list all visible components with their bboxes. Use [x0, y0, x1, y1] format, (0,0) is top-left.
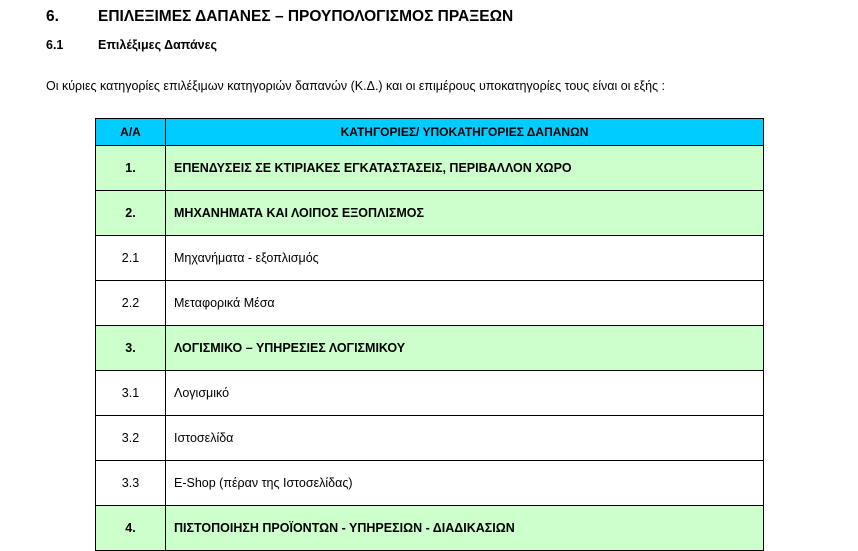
- header-aa: Α/Α: [96, 119, 166, 146]
- intro-paragraph: Οι κύριες κατηγορίες επιλέξιμων κατηγοριών δαπανών (Κ.Δ.) και οι επιμέρους υποκατηγορίες τους είναι οι εξής :: [46, 79, 665, 93]
- section-heading: [46, 8, 513, 26]
- row-number: 2.: [96, 191, 166, 236]
- section-title: ΕΠΙΛΕΞΙΜΕΣ ΔΑΠΑΝΕΣ – ΠΡΟΥΠΟΛΟΓΙΣΜΟΣ ΠΡΑΞΕΩΝ: [98, 8, 514, 25]
- category-row: [96, 146, 764, 191]
- row-number: 3.2: [96, 416, 166, 461]
- row-label: E-Shop (πέραν της Ιστοσελίδας): [166, 461, 764, 506]
- subsection-heading: [46, 38, 217, 52]
- row-number: 1.: [96, 146, 166, 191]
- subsection-title: Επιλέξιμες Δαπάνες: [98, 38, 218, 52]
- row-label: Μηχανήματα - εξοπλισμός: [166, 236, 764, 281]
- table-body: [96, 146, 764, 551]
- row-label: ΕΠΕΝΔΥΣΕΙΣ ΣΕ ΚΤΙΡΙΑΚΕΣ ΕΓΚΑΤΑΣΤΑΣΕΙΣ, ΠΕΡΙΒΑΛΛΟΝ ΧΩΡΟ: [166, 146, 764, 191]
- row-number: 2.1: [96, 236, 166, 281]
- subcategory-row: [96, 416, 764, 461]
- table-header-row: [96, 119, 764, 146]
- row-label: ΠΙΣΤΟΠΟΙΗΣΗ ΠΡΟΪΟΝΤΩΝ - ΥΠΗΡΕΣΙΩΝ - ΔΙΑΔΙΚΑΣΙΩΝ: [166, 506, 764, 551]
- row-label: Ιστοσελίδα: [166, 416, 764, 461]
- row-label: Λογισμικό: [166, 371, 764, 416]
- header-category: ΚΑΤΗΓΟΡΙΕΣ/ ΥΠΟΚΑΤΗΓΟΡΙΕΣ ΔΑΠΑΝΩΝ: [166, 119, 764, 146]
- row-label: Μεταφορικά Μέσα: [166, 281, 764, 326]
- subsection-number: 6.1: [46, 38, 64, 52]
- subcategory-row: [96, 461, 764, 506]
- row-number: 2.2: [96, 281, 166, 326]
- row-label: ΜΗΧΑΝΗΜΑΤΑ ΚΑΙ ΛΟΙΠΟΣ ΕΞΟΠΛΙΣΜΟΣ: [166, 191, 764, 236]
- section-number: 6.: [46, 8, 59, 25]
- row-number: 4.: [96, 506, 166, 551]
- subcategory-row: [96, 281, 764, 326]
- subcategory-row: [96, 371, 764, 416]
- category-row: [96, 191, 764, 236]
- expense-categories-table: [95, 118, 764, 551]
- category-row: [96, 326, 764, 371]
- category-row: [96, 506, 764, 551]
- subcategory-row: [96, 236, 764, 281]
- row-label: ΛΟΓΙΣΜΙΚΟ – ΥΠΗΡΕΣΙΕΣ ΛΟΓΙΣΜΙΚΟΥ: [166, 326, 764, 371]
- row-number: 3.: [96, 326, 166, 371]
- row-number: 3.1: [96, 371, 166, 416]
- row-number: 3.3: [96, 461, 166, 506]
